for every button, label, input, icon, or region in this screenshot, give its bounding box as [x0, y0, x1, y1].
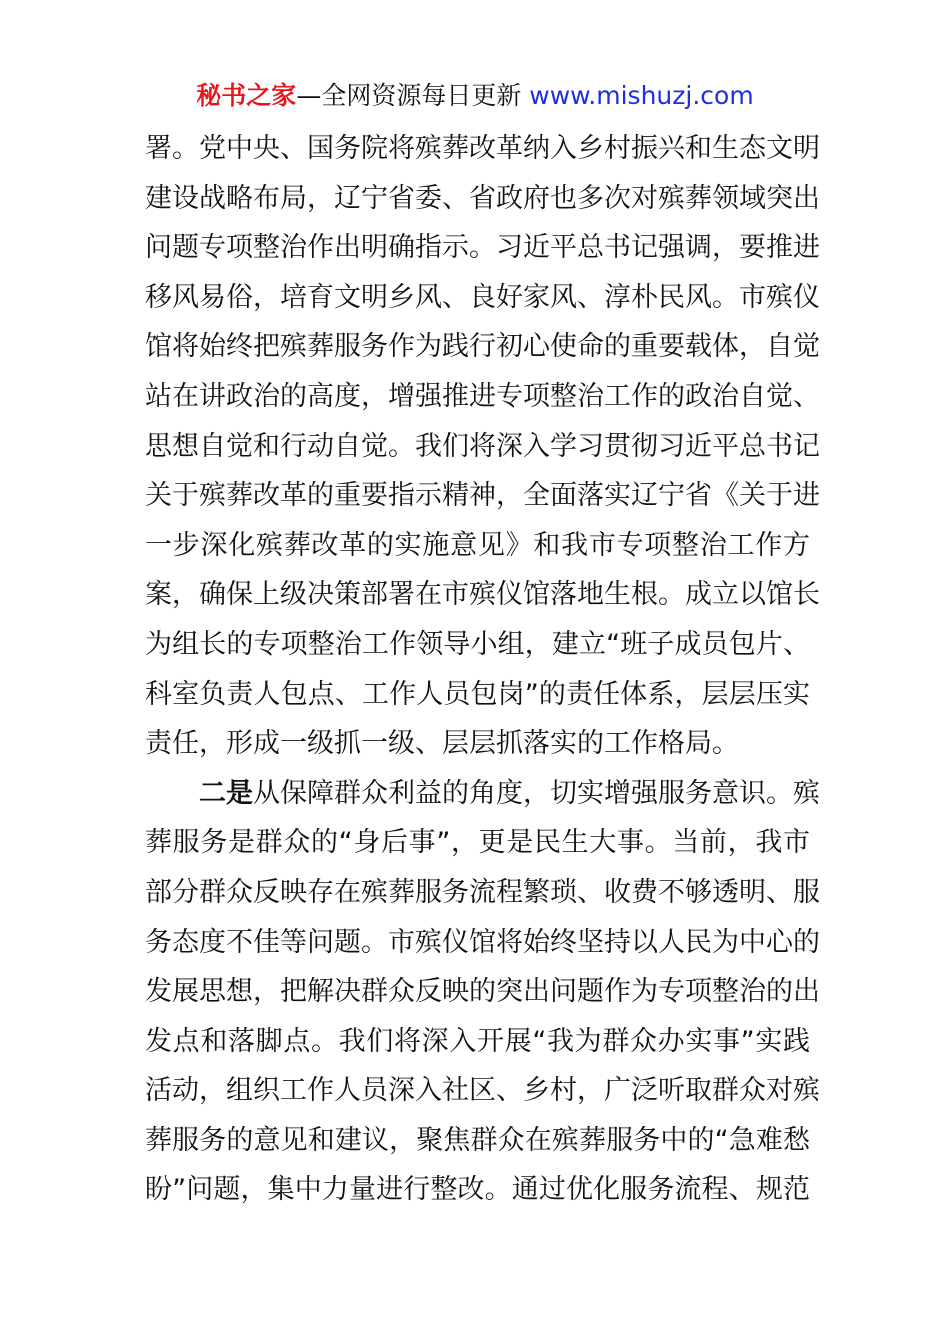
text-line: 科室负责人包点、工作人员包岗”的责任体系，层层压实 — [145, 678, 810, 710]
text-line: 发展思想，把解决群众反映的突出问题作为专项整治的出 — [145, 976, 820, 1008]
paragraph-two-first-line — [145, 769, 820, 819]
text-line: 案，确保上级决策部署在市殡仪馆落地生根。成立以馆长 — [145, 579, 820, 611]
text-line: 移风易俗，培育文明乡风、良好家风、淳朴民风。市殡仪 — [145, 281, 820, 313]
paragraph-lead: 二是 — [199, 777, 253, 809]
text-line: 务态度不佳等问题。市殡仪馆将始终坚持以人民为中心的 — [145, 926, 820, 958]
text-line: 馆将始终把殡葬服务作为践行初心使命的重要载体，自觉 — [145, 331, 820, 363]
document-body — [145, 124, 820, 1215]
text-line: 责任，形成一级抓一级、层层抓落实的工作格局。 — [145, 728, 739, 760]
site-header — [0, 80, 950, 112]
text-line: 葬服务的意见和建议，聚焦群众在殡葬服务中的“急难愁 — [145, 1124, 810, 1156]
text-line: 一步深化殡葬改革的实施意见》和我市专项整治工作方 — [145, 529, 810, 561]
text-line: 活动，组织工作人员深入社区、乡村，广泛听取群众对殡 — [145, 1075, 820, 1107]
site-url[interactable]: www.mishuzj.com — [529, 81, 754, 110]
text-line: 关于殡葬改革的重要指示精神，全面落实辽宁省《关于进 — [145, 480, 820, 512]
header-tagline: —全网资源每日更新 — [296, 81, 530, 110]
text-line: 问题专项整治作出明确指示。习近平总书记强调，要推进 — [145, 232, 820, 264]
text-line: 为组长的专项整治工作领导小组，建立“班子成员包片、 — [145, 628, 810, 660]
text-line: 署。党中央、国务院将殡葬改革纳入乡村振兴和生态文明 — [145, 133, 820, 164]
paragraph-lead-rest: 从保障群众利益的角度，切实增强服务意识。殡 — [253, 777, 820, 809]
brand-name: 秘书之家 — [196, 81, 297, 110]
text-line: 发点和落脚点。我们将深入开展“我为群众办实事”实践 — [145, 1025, 810, 1057]
text-line: 葬服务是群众的“身后事”，更是民生大事。当前，我市 — [145, 827, 810, 859]
text-line: 部分群众反映存在殡葬服务流程繁琐、收费不够透明、服 — [145, 876, 820, 908]
text-line: 思想自觉和行动自觉。我们将深入学习贯彻习近平总书记 — [145, 430, 820, 462]
text-line: 建设战略布局，辽宁省委、省政府也多次对殡葬领域突出 — [145, 182, 820, 214]
text-line: 盼”问题，集中力量进行整改。通过优化服务流程、规范 — [145, 1174, 810, 1206]
text-line: 站在讲政治的高度，增强推进专项整治工作的政治自觉、 — [145, 380, 820, 412]
